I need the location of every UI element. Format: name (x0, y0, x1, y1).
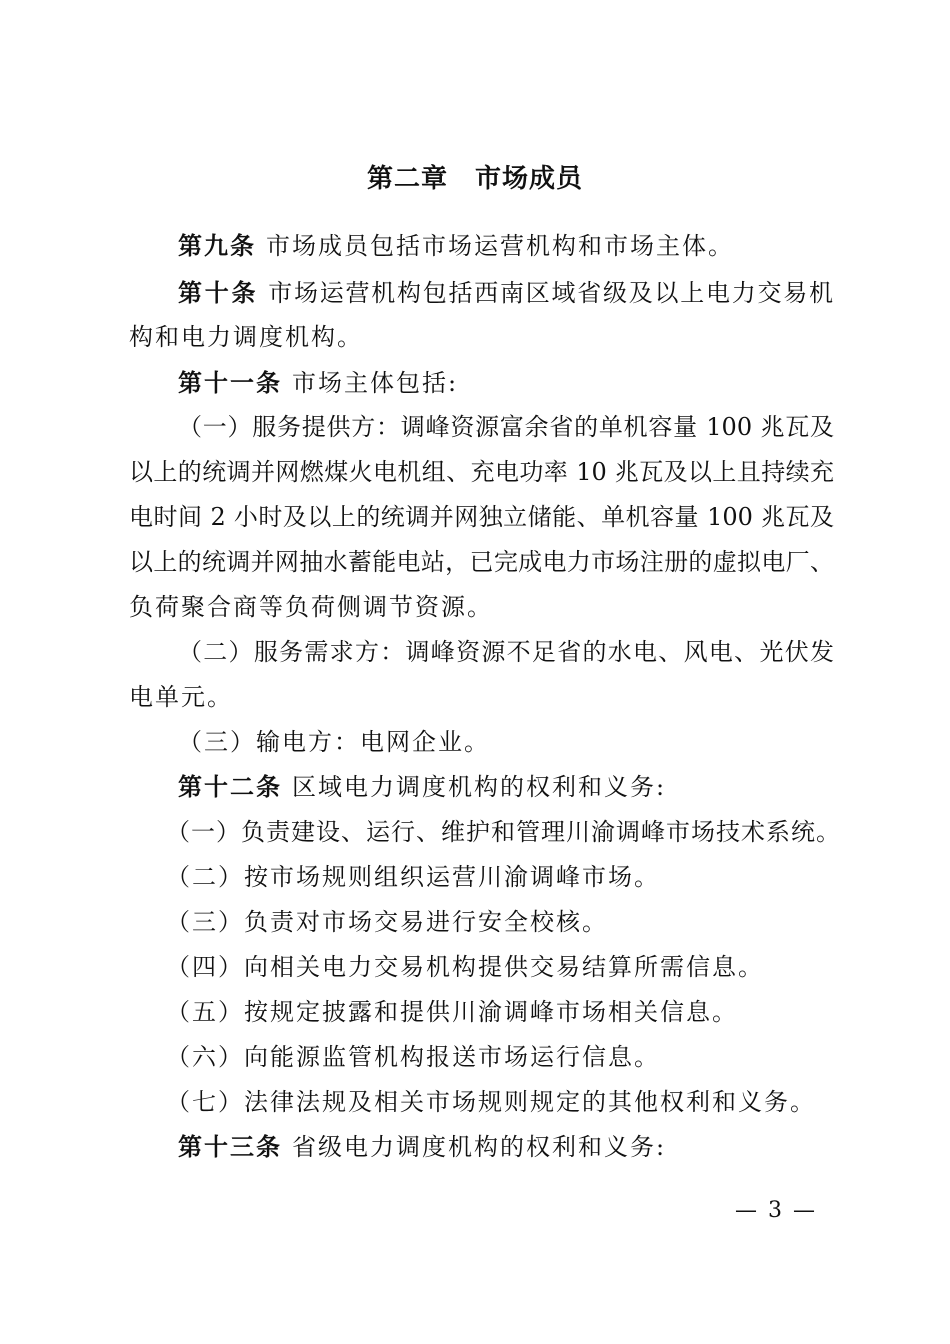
article-11-item-1-line-4: 以上的统调并网抽水蓄能电站，已完成电力市场注册的虚拟电厂、 (129, 548, 834, 576)
article-11 (178, 368, 883, 398)
article-9 (178, 231, 883, 261)
article-13-text: 省级电力调度机构的权利和义务: (292, 1133, 667, 1161)
article-11-item-1-line-3: 电时间 2 小时及以上的统调并网独立储能、单机容量 100 兆瓦及 (129, 503, 834, 531)
article-11-item-3: （三）输电方：电网企业。 (178, 728, 490, 756)
article-12-item-3: （三）负责对市场交易进行安全校核。 (166, 908, 608, 936)
article-11-item-1-line-5: 负荷聚合商等负荷侧调节资源。 (129, 593, 493, 621)
article-9-text: 市场成员包括市场运营机构和市场主体。 (266, 232, 734, 260)
article-10-label: 第十条 (178, 279, 259, 307)
article-11-text: 市场主体包括: (292, 369, 459, 397)
chapter-title: 第二章 市场成员 (366, 164, 583, 194)
article-9-label: 第九条 (178, 232, 256, 260)
article-10-line-2: 构和电力调度机构。 (129, 323, 363, 351)
article-13 (178, 1132, 883, 1162)
article-10-text-1: 市场运营机构包括西南区域省级及以上电力交易机 (268, 279, 834, 307)
page-number: — 3 — (735, 1198, 817, 1223)
article-12-item-5: （五）按规定披露和提供川渝调峰市场相关信息。 (166, 998, 738, 1026)
article-12-item-6: （六）向能源监管机构报送市场运行信息。 (166, 1043, 660, 1071)
article-11-item-2-line-2: 电单元。 (129, 683, 233, 711)
article-12 (178, 772, 883, 802)
article-12-label: 第十二条 (178, 773, 282, 801)
article-11-item-1-line-2: 以上的统调并网燃煤火电机组、充电功率 10 兆瓦及以上且持续充 (129, 458, 834, 486)
article-12-item-4: （四）向相关电力交易机构提供交易结算所需信息。 (166, 953, 764, 981)
article-11-item-2-line-1: （二）服务需求方：调峰资源不足省的水电、风电、光伏发 (178, 638, 834, 666)
article-12-text: 区域电力调度机构的权利和义务: (292, 773, 667, 801)
article-11-label: 第十一条 (178, 369, 282, 397)
article-12-item-7: （七）法律法规及相关市场规则规定的其他权利和义务。 (166, 1088, 816, 1116)
article-10-line-1 (178, 278, 834, 308)
article-11-item-1-line-1: （一）服务提供方：调峰资源富余省的单机容量 100 兆瓦及 (178, 413, 834, 441)
article-13-label: 第十三条 (178, 1133, 282, 1161)
article-12-item-2: （二）按市场规则组织运营川渝调峰市场。 (166, 863, 660, 891)
article-12-item-1: （一）负责建设、运行、维护和管理川渝调峰市场技术系统。 (166, 818, 841, 846)
